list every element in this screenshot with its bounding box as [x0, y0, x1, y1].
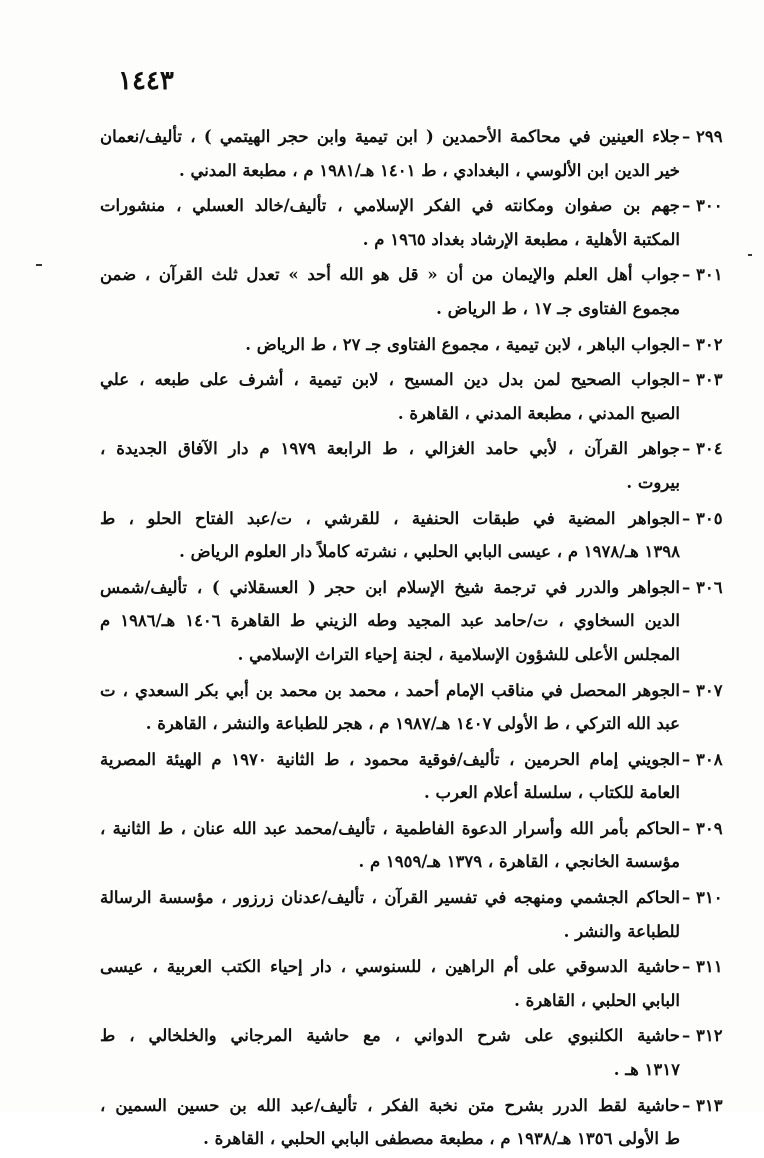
entry-line: الحاكم بأمر الله وأسرار الدعوة الفاطمية ، تأليف/محمد عبد الله عنان ، ط الثانية ، [100, 818, 680, 838]
margin-mark [36, 264, 42, 266]
entry-line: جواهر القرآن ، لأبي حامد الغزالي ، ط الرابعة ١٩٧٩ م دار الآفاق الجديدة ، [100, 439, 680, 459]
entry-number: ٣٠٣ – [682, 370, 723, 390]
entry-line: ط الأولى ١٣٥٦ هـ/١٩٣٨ م ، مطبعة مصطفى البابي الحلبي ، القاهرة . [203, 1129, 680, 1149]
bibliography-entry [100, 189, 723, 256]
entry-line: العامة للكتاب ، سلسلة أعلام العرب . [424, 783, 680, 803]
entry-line: الجواب الباهر ، لابن تيمية ، مجموع الفتاوى جـ ٢٧ ، ط الرياض . [245, 334, 680, 354]
entry-line: جواب أهل العلم والإيمان من أن « قل هو الله أحد » تعدل ثلث القرآن ، ضمن [100, 265, 680, 285]
entry-number: ٣١٠ – [682, 888, 723, 908]
entry-line: مؤسسة الخانجي ، القاهرة ، ١٣٧٩ هـ/١٩٥٩ م . [358, 852, 680, 872]
entry-line: الجواب الصحيح لمن بدل دين المسيح ، لابن تيمية ، أشرف على طبعه ، علي [100, 370, 680, 390]
entry-number: ٣١١ – [682, 957, 723, 977]
bibliography-entry [100, 674, 723, 741]
entry-line: جهم بن صفوان ومكانته في الفكر الإسلامي ، تأليف/خالد العسلي ، منشورات [100, 196, 680, 216]
bibliography-entry [100, 812, 723, 879]
entry-line: الحاكم الجشمي ومنهجه في تفسير القرآن ، تأليف/عدنان زرزور ، مؤسسة الرسالة [100, 888, 680, 908]
entry-line: ١٣١٧ هـ . [613, 1060, 680, 1080]
bibliography-entry [100, 571, 723, 672]
bibliography-entry [100, 432, 723, 499]
margin-mark [748, 254, 752, 256]
entry-line: الجوهر المحصل في مناقب الإمام أحمد ، محمد بن محمد بن أبي بكر السعدي ، ت [100, 680, 680, 700]
entry-number: ٣٠٧ – [682, 680, 723, 700]
entry-line: حاشية الكلنبوي على شرح الدواني ، مع حاشية المرجاني والخلخالي ، ط [100, 1026, 680, 1046]
entry-line: الدين السخاوي ، ت/حامد عبد المجيد وطه الزيني ط القاهرة ١٤٠٦ هـ/١٩٨٦ م [100, 611, 680, 631]
entry-line: المكتبة الأهلية ، مطبعة الإرشاد بغداد ١٩٦٥ م . [362, 229, 680, 249]
entry-number: ٣٠٦ – [682, 577, 723, 597]
entry-line: جلاء العينين في محاكمة الأحمدين ( ابن تيمية وابن حجر الهيتمي ) ، تأليف/نعمان [100, 127, 680, 146]
bibliography-list [100, 120, 723, 1158]
entry-line: الجواهر والدرر في ترجمة شيخ الإسلام ابن حجر ( العسقلاني ) ، تأليف/شمس [100, 577, 680, 597]
bibliography-entry [100, 258, 723, 325]
entry-line: حاشية الدسوقي على أم الراهين ، للسنوسي ، دار إحياء الكتب العربية ، عيسى [100, 957, 680, 977]
entry-line: الصبح المدني ، مطبعة المدني ، القاهرة . [397, 403, 680, 423]
bibliography-entry [100, 1089, 723, 1156]
entry-line: الجويني إمام الحرمين ، تأليف/فوقية محمود ، ط الثانية ١٩٧٠ م الهيئة المصرية [100, 749, 680, 769]
entry-number: ٣١٣ – [682, 1095, 723, 1115]
bibliography-entry [100, 950, 723, 1017]
entry-line: خير الدين ابن الألوسي ، البغدادي ، ط ١٤٠١ هـ/١٩٨١ م ، مطبعة المدني . [178, 160, 680, 180]
entry-line: بيروت . [626, 472, 680, 492]
entry-line: للطباعة والنشر . [563, 921, 680, 941]
entry-number: ٣٠٢ – [682, 334, 723, 354]
entry-number: ٣١٢ – [682, 1026, 723, 1046]
bibliography-entry [100, 1019, 723, 1086]
bibliography-entry [100, 743, 723, 810]
bibliography-entry [100, 120, 723, 187]
entry-line: الجواهر المضية في طبقات الحنفية ، للقرشي ، ت/عبد الفتاح الحلو ، ط [100, 508, 680, 528]
entry-line: حاشية لقط الدرر بشرح متن نخبة الفكر ، تأليف/عبد الله بن حسين السمين ، [100, 1095, 680, 1115]
entry-number: ٣٠٥ – [682, 508, 723, 528]
entry-line: البابي الحلبي ، القاهرة . [514, 990, 680, 1010]
entry-number: ٢٩٩ – [682, 127, 723, 146]
bibliography-entry [100, 502, 723, 569]
entry-line: مجموع الفتاوى جـ ١٧ ، ط الرياض . [436, 298, 680, 318]
bibliography-entry [100, 363, 723, 430]
entry-line: ١٣٩٨ هـ/١٩٧٨ م ، عيسى البابي الحلبي ، نشرته كاملاً دار العلوم الرياض . [179, 542, 680, 562]
entry-number: ٣٠٩ – [682, 818, 723, 838]
bibliography-entry [100, 881, 723, 948]
page-number: ١٤٤٣ [118, 66, 174, 96]
entry-number: ٣٠٠ – [682, 196, 723, 216]
entry-number: ٣٠٤ – [682, 439, 723, 459]
entry-number: ٣٠٨ – [682, 749, 723, 769]
entry-number: ٣٠١ – [682, 265, 723, 285]
entry-line: عبد الله التركي ، ط الأولى ١٤٠٧ هـ/١٩٨٧ م ، هجر للطباعة والنشر ، القاهرة . [145, 714, 680, 734]
bibliography-entry [100, 328, 723, 362]
entry-line: المجلس الأعلى للشؤون الإسلامية ، لجنة إحياء التراث الإسلامي . [237, 644, 680, 664]
